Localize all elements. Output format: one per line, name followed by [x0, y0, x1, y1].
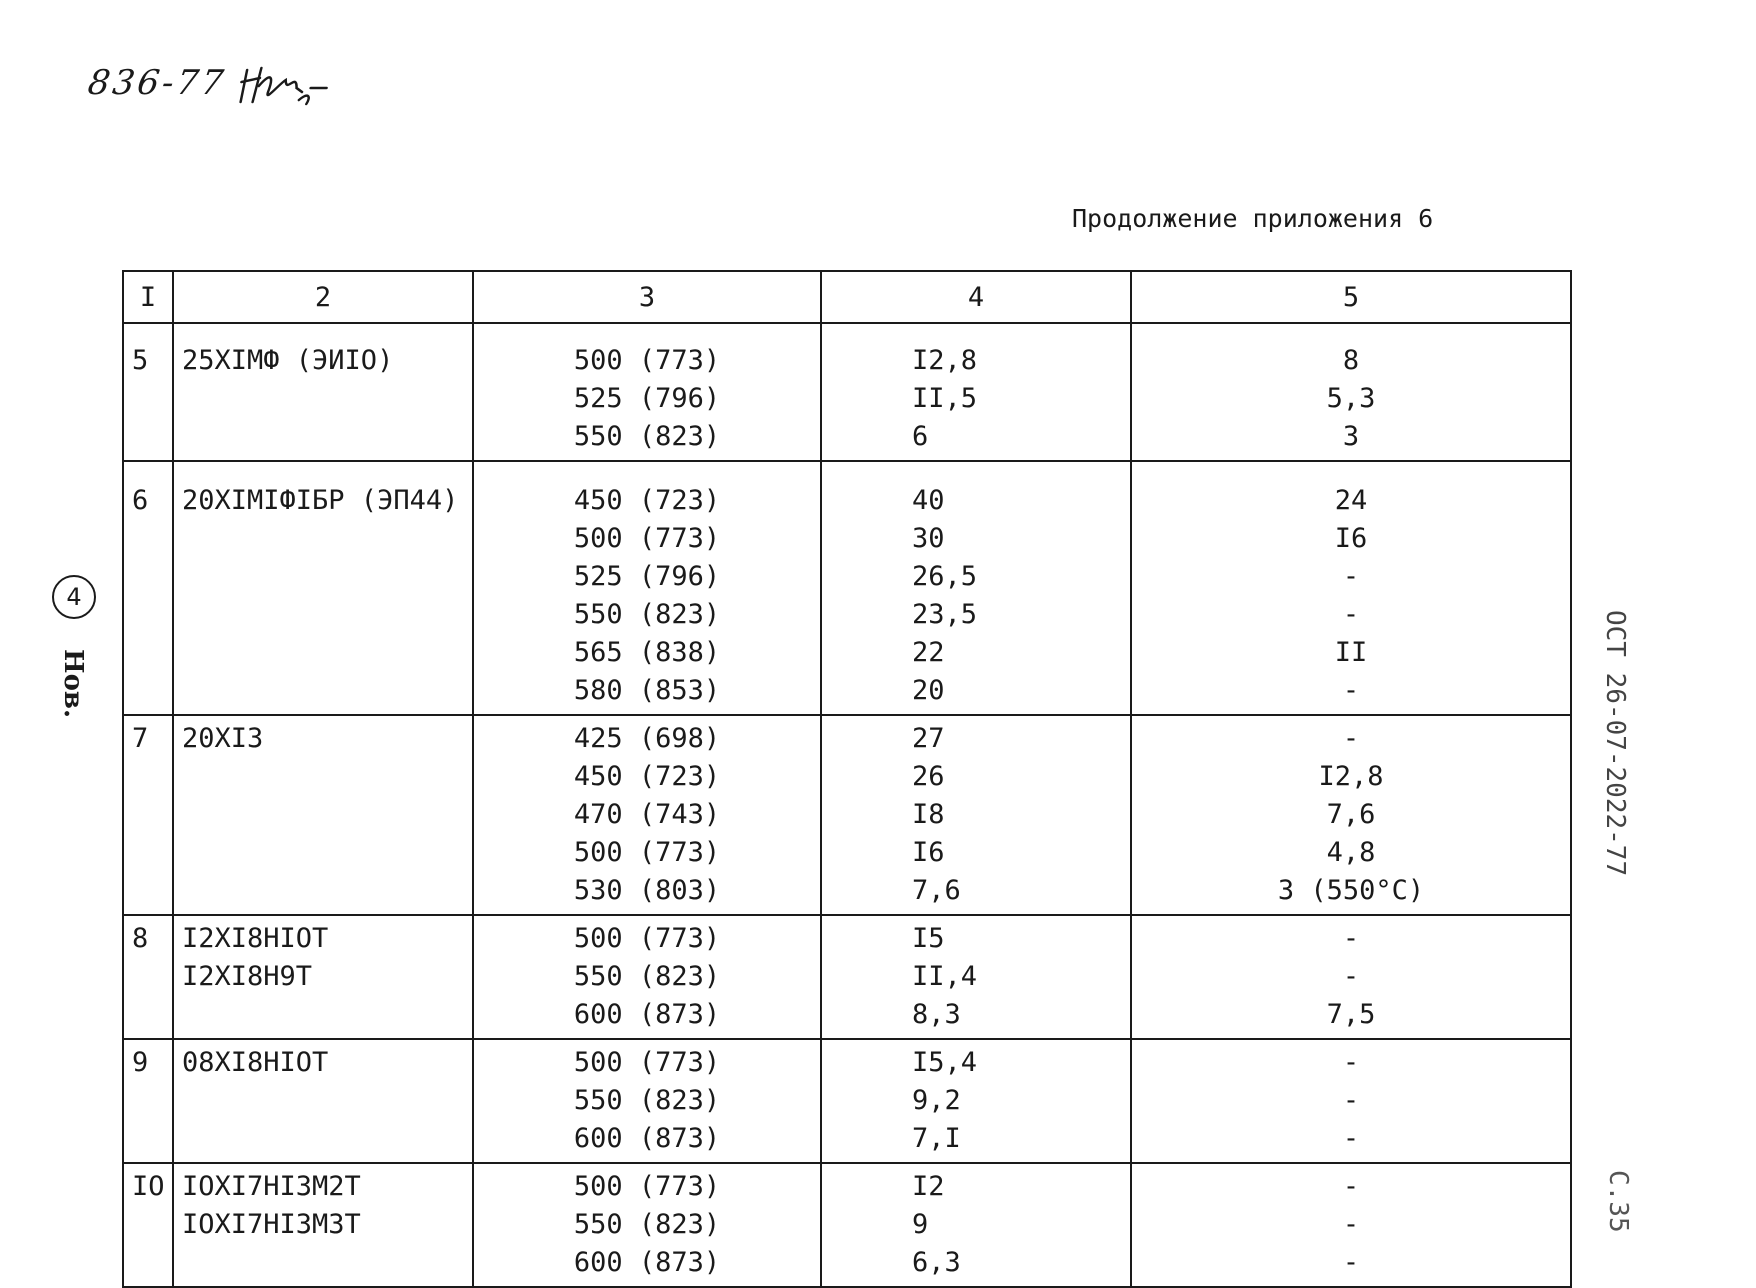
steel-grade [173, 715, 473, 915]
column5-values [1131, 915, 1571, 1039]
cell-line: 23,5 [912, 599, 978, 630]
cell-line: 450 (723) [573, 761, 721, 792]
cell-line: 5,3 [1326, 383, 1376, 414]
cell-line: - [1342, 723, 1360, 754]
column5-values [1131, 1163, 1571, 1287]
table-row [123, 323, 1571, 461]
cell-line: 7,6 [912, 875, 961, 906]
cell-line: 500 (773) [573, 837, 721, 868]
cell-line: 24 [1334, 485, 1368, 516]
cell-line: 425 (698) [573, 723, 721, 754]
row-number: IО [123, 1163, 173, 1287]
cell-line: - [1342, 1209, 1360, 1240]
steel-grade [173, 323, 473, 461]
column-header: 5 [1131, 271, 1571, 323]
cell-line: 500 (773) [573, 923, 721, 954]
cell-line: 550 (823) [573, 1209, 721, 1240]
cell-line: - [1342, 1047, 1360, 1078]
cell-line: 4,8 [1326, 837, 1376, 868]
cell-line: 600 (873) [573, 1247, 721, 1278]
cell-line: 27 [912, 723, 945, 754]
table-row [123, 461, 1571, 715]
row-number: 5 [123, 323, 173, 461]
cell-line: 20 [912, 675, 945, 706]
temperature-values [473, 1039, 821, 1163]
cell-line: IОХI7НI3М2Т [182, 1171, 361, 1202]
cell-line: 450 (723) [573, 485, 721, 516]
revision-label: Нов. [58, 649, 88, 719]
cell-line: 470 (743) [573, 799, 721, 830]
cell-line: I2ХI8Н9Т [182, 961, 313, 992]
page-number: С.35 [1603, 1170, 1633, 1233]
row-number: 6 [123, 461, 173, 715]
cell-line: 6 [912, 421, 929, 452]
column-header: 4 [821, 271, 1131, 323]
cell-line: I2,8 [1318, 761, 1384, 792]
cell-line: 3 (550°С) [1277, 875, 1425, 906]
steel-grade [173, 461, 473, 715]
table-row [123, 915, 1571, 1039]
column5-values [1131, 461, 1571, 715]
signature-icon [236, 62, 332, 108]
column-header: 3 [473, 271, 821, 323]
column5-values [1131, 323, 1571, 461]
cell-line: 7,I [912, 1123, 961, 1154]
cell-line: II [1334, 637, 1368, 668]
row-number: 7 [123, 715, 173, 915]
cell-line: II,4 [912, 961, 978, 992]
row-number: 9 [123, 1039, 173, 1163]
cell-line: 26,5 [912, 561, 978, 592]
cell-line: 600 (873) [573, 999, 721, 1030]
cell-line: - [1342, 1085, 1360, 1116]
temperature-values [473, 461, 821, 715]
cell-line: 500 (773) [573, 345, 721, 376]
data-table [122, 270, 1572, 1288]
cell-line: 580 (853) [573, 675, 721, 706]
cell-line: 550 (823) [573, 1085, 721, 1116]
steel-grade [173, 915, 473, 1039]
table-body [123, 323, 1571, 1287]
cell-line: 550 (823) [573, 961, 721, 992]
cell-line: 20ХIМIФIБР (ЭП44) [182, 485, 459, 516]
cell-line: 40 [912, 485, 945, 516]
cell-line: 550 (823) [573, 421, 721, 452]
temperature-values [473, 323, 821, 461]
cell-line: 8 [1342, 345, 1360, 376]
cell-line: I8 [912, 799, 945, 830]
handwritten-reference [85, 62, 333, 108]
cell-line: 08ХI8НIОТ [182, 1047, 329, 1078]
cell-line: I2,8 [912, 345, 978, 376]
cell-line: 22 [912, 637, 945, 668]
cell-line: 30 [912, 523, 945, 554]
cell-line: 9 [912, 1209, 929, 1240]
column4-values [821, 323, 1131, 461]
handwritten-ref-text: 836-77 [85, 63, 229, 103]
cell-line: 20ХI3 [182, 723, 264, 754]
column4-values [821, 1163, 1131, 1287]
column4-values [821, 461, 1131, 715]
cell-line: - [1342, 561, 1360, 592]
table-row [123, 1039, 1571, 1163]
column-header: 2 [173, 271, 473, 323]
cell-line: 550 (823) [573, 599, 721, 630]
cell-line: II,5 [912, 383, 978, 414]
revision-stamp [52, 575, 102, 719]
temperature-values [473, 915, 821, 1039]
cell-line: 9,2 [912, 1085, 961, 1116]
steel-grade [173, 1039, 473, 1163]
cell-line: - [1342, 961, 1360, 992]
cell-line: 25ХIМФ (ЭИIО) [182, 345, 394, 376]
page-heading: Продолжение приложения 6 [1072, 204, 1434, 233]
cell-line: - [1342, 1171, 1360, 1202]
cell-line: 565 (838) [573, 637, 721, 668]
cell-line: 600 (873) [573, 1123, 721, 1154]
data-table-container [122, 270, 1570, 1278]
table-header-row [123, 271, 1571, 323]
cell-line: - [1342, 599, 1360, 630]
cell-line: 7,5 [1326, 999, 1376, 1030]
cell-line: - [1342, 923, 1360, 954]
cell-line: 530 (803) [573, 875, 721, 906]
cell-line: 500 (773) [573, 1047, 721, 1078]
cell-line: I5,4 [912, 1047, 978, 1078]
table-row [123, 1163, 1571, 1287]
column-header: I [123, 271, 173, 323]
cell-line: 8,3 [912, 999, 961, 1030]
cell-line: - [1342, 1123, 1360, 1154]
column5-values [1131, 1039, 1571, 1163]
cell-line: I6 [1334, 523, 1368, 554]
cell-line: I2ХI8НIОТ [182, 923, 329, 954]
cell-line: - [1342, 1247, 1360, 1278]
column4-values [821, 715, 1131, 915]
table-row [123, 715, 1571, 915]
temperature-values [473, 1163, 821, 1287]
cell-line: I6 [912, 837, 945, 868]
cell-line: - [1342, 675, 1360, 706]
row-number: 8 [123, 915, 173, 1039]
cell-line: 7,6 [1326, 799, 1376, 830]
column4-values [821, 915, 1131, 1039]
document-code: ОСТ 26-07-2022-77 [1600, 610, 1630, 877]
cell-line: 525 (796) [573, 561, 721, 592]
cell-line: 3 [1342, 421, 1360, 452]
cell-line: IОХI7НI3М3Т [182, 1209, 361, 1240]
temperature-values [473, 715, 821, 915]
revision-circle [52, 575, 96, 619]
cell-line: 500 (773) [573, 1171, 721, 1202]
cell-line: 6,3 [912, 1247, 961, 1278]
cell-line: 500 (773) [573, 523, 721, 554]
cell-line: I2 [912, 1171, 945, 1202]
column5-values [1131, 715, 1571, 915]
cell-line: I5 [912, 923, 945, 954]
steel-grade [173, 1163, 473, 1287]
column4-values [821, 1039, 1131, 1163]
cell-line: 26 [912, 761, 945, 792]
revision-number: 4 [66, 583, 82, 611]
cell-line: 525 (796) [573, 383, 721, 414]
